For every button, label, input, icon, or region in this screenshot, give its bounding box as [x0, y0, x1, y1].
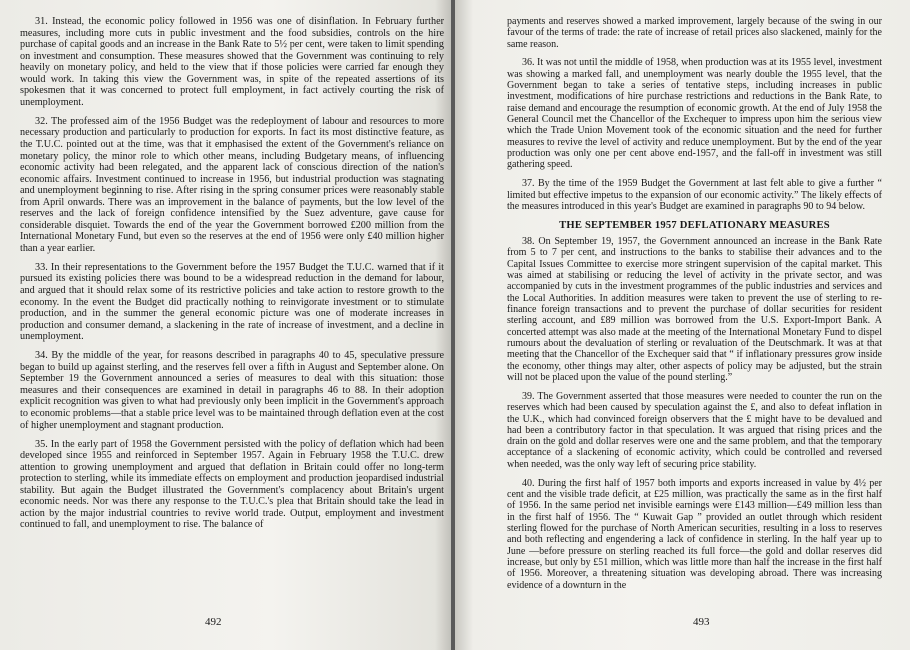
paragraph-38: 38. On September 19, 1957, the Government announced an increase in the Bank Rate from 5 to 7 per cent, and instructions to the banks to stabilise their advances and to the Capital Issues Committee to exercise more stringent supervision of the capital market. This was aimed at stabilising or reducing the level of activity in the private sector, and was accompanied by cuts in the investment programmes of the public industries and services and the Local Authorities. In addition measures were taken to prevent the use of sterling to re-finance foreign transactions and to prevent the purchase of dollar securities for resident sterling account, and £89 million was borrowed from the U.S. Export-Import Bank. A concerted attempt was also made at the meeting of the International Monetary Fund to dispel rumours about the devaluation of sterling or revaluation of the Deutschmark. It was at that meeting that the Chancellor of the Exchequer said that “ if inflationary pressures grow inside the economy, other things may alter, other aspects of policy may be adjusted, but the strain will not be placed upon the value of the pound sterling.” [507, 236, 882, 384]
section-heading: THE SEPTEMBER 1957 DEFLATIONARY MEASURES [559, 219, 830, 231]
left-page-body [20, 16, 444, 538]
page-number-left: 492 [205, 616, 222, 628]
paragraph-33: 33. In their representations to the Government before the 1957 Budget the T.U.C. warned that if it pursued its existing policies there was bound to be a widespread reduction in the demand for labour, and argued that it should relax some of its restrictive policies and take action to restore growth to the economy. In the event the Budget did practically nothing to reinvigorate investment or to stimulate production, and in the summer the general economic picture was one of moderate increases in production and consumer demand, a slackening in the rate of increase of investment, and a decline in unemployment. [20, 261, 444, 343]
paragraph-35-continuation: payments and reserves showed a marked improvement, largely because of the swing in our favour of the terms of trade: the rate of increase of retail prices also slackened, mainly for the same reason. [507, 16, 882, 50]
left-page [0, 0, 453, 650]
paragraph-35: 35. In the early part of 1958 the Government persisted with the policy of deflation which had been developed since 1955 and reinforced in September 1957. Again in February 1958 the T.U.C. drew attention to growing unemployment and argued that deflation in Britain could offer no long-term protection to sterling, while its immediate effects on employment and production jeopardised industrial stability. But again the Budget illustrated the Government's complacency about Britain's urgent economic needs. Nor was there any response to the T.U.C.'s plea that Britain should take the lead in action by the major industrial countries to revive world trade. Output, employment and investment continued to fall, and unemployment to rise. The balance of [20, 438, 444, 531]
right-page [455, 0, 910, 650]
paragraph-39: 39. The Government asserted that those measures were needed to counter the run on the reserves which had been caused by speculation against the £, and also to defeat inflation in the U.K., which had convinced foreign observers that the £ might have to be devalued and had been a contributory factor in that speculation. It was argued that rising prices and the drain on the gold and dollar reserves were one and the same problem, and that the temporary acceptance of a slackening of economic activity, which could be controlled and reversed when needed, was the only way left of securing price stability. [507, 390, 882, 470]
paragraph-40: 40. During the first half of 1957 both imports and exports increased in value by 4½ per cent and the visible trade deficit, at £25 million, was practically the same as in the first half of 1956. In the same period net invisible earnings were £143 million—£49 million less than in the first half of 1956. The “ Kuwait Gap ” provided an outlet through which resident sterling flowed for the purchase of North American securities, resulting in a loss to reserves and both reflecting and engendering a lack of confidence in sterling. In the half year up to June —before pressure on sterling reached its full force—the gold and dollar reserves did increase, but only by £51 million, which was little more than half the increase in the first half of 1956. Moreover, a threatening situation was developing abroad. There was increasing evidence of a downturn in the [507, 477, 882, 591]
paragraph-37: 37. By the time of the 1959 Budget the Government at last felt able to give a further “ limited but effective impetus to the expansion of our economic activity.” The likely effects of the measures introduced in this year's Budget are examined in paragraphs 90 to 94 below. [507, 178, 882, 212]
paragraph-32: 32. The professed aim of the 1956 Budget was the redeployment of labour and resources to more necessary production and particularly to production for exports. In fact its most distinctive feature, as the T.U.C. pointed out at the time, was that it emphasised the extent of the Government's reliance on monetary policy, the minor role to which other means, including Budgetary means, of influencing economic activity had been relegated, and the apparent lack of conscious direction of the nation's economic affairs. Investment continued to increase in 1956, but industrial production was stagnating and unemployment beginning to rise. After rising in the spring consumer prices were reasonably stable from April onwards. There was an improvement in the balance of payments, but the low level of the reserves and the lack of foreign confidence intensified by the Suez adventure, gave cause for considerable disquiet. Towards the end of the year the Government borrowed £200 million from the International Monetary Fund, but even so the reserves at the end of 1956 were only £40 million higher than a year earlier. [20, 115, 444, 254]
page-number-right: 493 [693, 616, 710, 628]
paragraph-34: 34. By the middle of the year, for reasons described in paragraphs 40 to 45, speculative pressure began to build up against sterling, and the reserves fell over a fifth in August and September alone. On September 19 the Government announced a series of measures to deal with this situation: those measures and their consequences are examined in detail in paragraphs 46 to 88. In their adoption explicit recognition was given to what had previously only been implicit in the Government's approach to economic problems—that a stable price level was to be maintained through deflation even at the cost of higher unemployment and stagnant production. [20, 350, 444, 431]
paragraph-36: 36. It was not until the middle of 1958, when production was at its 1955 level, investment was showing a marked fall, and unemployment was nearly double the 1955 level, that the Government began to take a series of tentative steps, including increases in public investment, modifications of hire purchase restrictions and reductions in the Bank Rate, to raise demand and encourage the resumption of economic growth. At the end of July 1958 the General Council met the Chancellor of the Exchequer to impress upon him the serious view which the Trade Union Movement took of the economic situation and the need for further measures to revive the level of activity and reduce unemployment. But by the end of the year production was only one per cent above end-1957, and the fall-off in investment was still gathering speed. [507, 57, 882, 171]
right-page-body [507, 16, 882, 598]
paragraph-31: 31. Instead, the economic policy followed in 1956 was one of disinflation. In February further measures, including more cuts in public investment and the food subsidies, controls on the hire purchase of capital goods and an increase in the Bank Rate to 5½ per cent, were taken to limit spending on investment and consumption. These measures showed that the Government was continuing to rely heavily on monetary policy, and held to the view that if those policies were carried far enough they would work. In taking this view the Government was, in spite of the repeated assertions of its spokesmen that it was concerned to protect full employment, in fact actively courting the risk of unemployment. [20, 16, 444, 108]
